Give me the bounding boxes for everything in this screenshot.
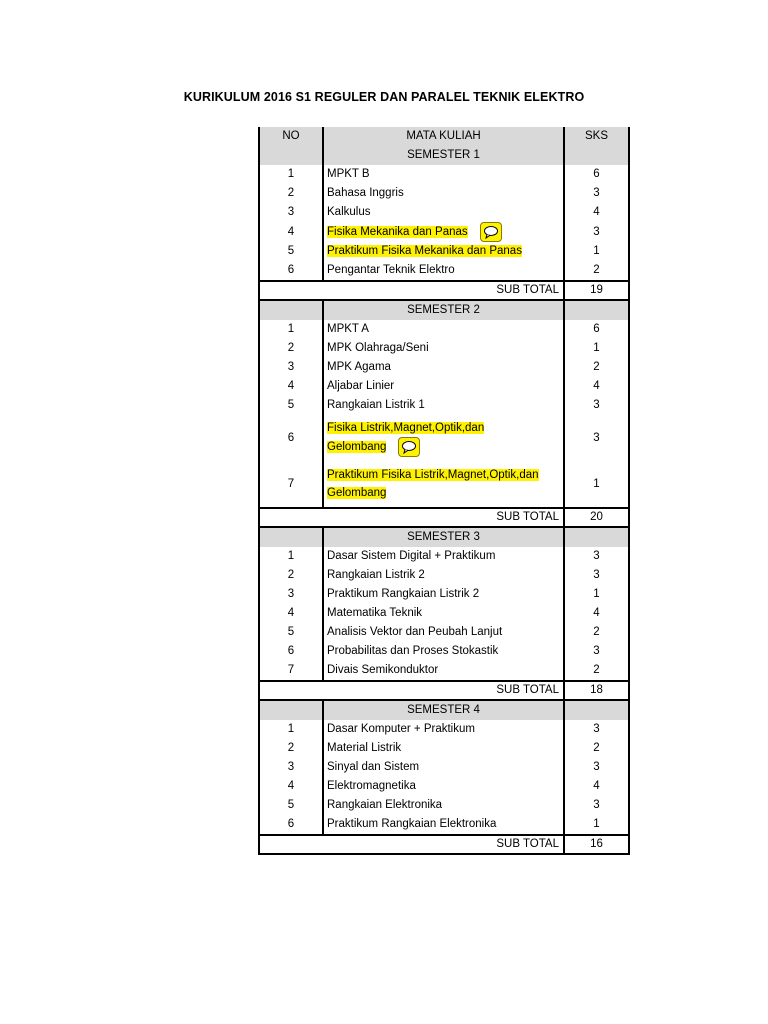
course-name: MPK Olahraga/Seni [323,339,564,358]
course-name: Probabilitas dan Proses Stokastik [323,642,564,661]
course-sks: 4 [564,777,629,796]
comment-icon[interactable] [480,222,502,242]
course-row [259,566,629,585]
course-name [323,415,564,461]
course-name: Divais Semikonduktor [323,661,564,681]
subtotal-value: 18 [564,681,629,700]
course-no: 3 [259,358,323,377]
course-sks: 1 [564,339,629,358]
course-sks: 1 [564,585,629,604]
course-row [259,415,629,461]
course-sks: 1 [564,242,629,261]
header-sks: SKS [564,127,629,146]
highlighted-course-name-line2: Gelombang [327,441,387,454]
semester-header [259,146,629,165]
course-name: Matematika Teknik [323,604,564,623]
header-no: NO [259,127,323,146]
semester-header [259,527,629,547]
semester-2-section [259,300,629,527]
course-name: Bahasa Inggris [323,184,564,203]
course-sks: 4 [564,377,629,396]
course-name: Praktikum Rangkaian Elektronika [323,815,564,835]
course-no: 1 [259,320,323,339]
header-mata-kuliah: MATA KULIAH [323,127,564,146]
course-no: 6 [259,642,323,661]
course-no: 5 [259,396,323,415]
course-sks: 3 [564,222,629,242]
subtotal-value: 16 [564,835,629,854]
course-sks: 3 [564,720,629,739]
course-name: Praktikum Rangkaian Listrik 2 [323,585,564,604]
course-no: 2 [259,184,323,203]
course-name: Sinyal dan Sistem [323,758,564,777]
course-sks: 3 [564,758,629,777]
course-name: Dasar Komputer + Praktikum [323,720,564,739]
course-sks: 1 [564,815,629,835]
course-sks: 1 [564,461,629,508]
subtotal-row [259,681,629,700]
course-name: MPK Agama [323,358,564,377]
course-no: 7 [259,461,323,508]
subtotal-label: SUB TOTAL [259,508,564,527]
course-no: 3 [259,758,323,777]
course-row [259,396,629,415]
course-row [259,222,629,242]
course-no: 4 [259,222,323,242]
document-title: KURIKULUM 2016 S1 REGULER DAN PARALEL TEKNIK ELEKTRO [183,90,585,104]
course-row [259,339,629,358]
course-name: Analisis Vektor dan Peubah Lanjut [323,623,564,642]
course-sks: 4 [564,604,629,623]
course-row [259,203,629,222]
course-no: 2 [259,739,323,758]
course-sks: 2 [564,261,629,281]
course-row [259,661,629,681]
subtotal-row [259,835,629,854]
highlighted-course-name-line1: Praktikum Fisika Listrik,Magnet,Optik,dan [327,469,539,482]
course-sks: 3 [564,547,629,566]
course-no: 6 [259,415,323,461]
course-row [259,358,629,377]
course-row [259,796,629,815]
semester-label: SEMESTER 2 [323,300,564,320]
course-name: Rangkaian Elektronika [323,796,564,815]
course-row [259,758,629,777]
subtotal-row [259,281,629,300]
table-header-row [259,127,629,146]
highlighted-course-name: Fisika Mekanika dan Panas [327,226,468,239]
subtotal-value: 20 [564,508,629,527]
course-sks: 3 [564,642,629,661]
course-sks: 6 [564,165,629,184]
course-row [259,242,629,261]
course-no: 5 [259,242,323,261]
course-name: Pengantar Teknik Elektro [323,261,564,281]
course-name: Rangkaian Listrik 2 [323,566,564,585]
course-row [259,165,629,184]
course-sks: 3 [564,566,629,585]
course-no: 5 [259,623,323,642]
course-name [323,461,564,508]
course-row [259,623,629,642]
course-row [259,585,629,604]
semester-label: SEMESTER 4 [323,700,564,720]
course-sks: 2 [564,739,629,758]
course-no: 6 [259,815,323,835]
semester-1-section [259,146,629,300]
course-sks: 2 [564,358,629,377]
highlighted-course-name: Praktikum Fisika Mekanika dan Panas [327,245,522,258]
course-name: Aljabar Linier [323,377,564,396]
course-no: 4 [259,777,323,796]
course-sks: 4 [564,203,629,222]
course-row [259,320,629,339]
subtotal-row [259,508,629,527]
course-no: 3 [259,203,323,222]
course-no: 7 [259,661,323,681]
course-name: Elektromagnetika [323,777,564,796]
course-row [259,604,629,623]
course-row [259,815,629,835]
course-name: MPKT B [323,165,564,184]
semester-label: SEMESTER 1 [323,146,564,165]
course-name: MPKT A [323,320,564,339]
course-name [323,222,564,242]
course-no: 5 [259,796,323,815]
semester-3-section [259,527,629,700]
subtotal-label: SUB TOTAL [259,835,564,854]
course-no: 1 [259,720,323,739]
course-row [259,642,629,661]
course-row [259,377,629,396]
comment-icon[interactable] [398,437,420,457]
semester-label: SEMESTER 3 [323,527,564,547]
course-row [259,547,629,566]
course-no: 6 [259,261,323,281]
course-sks: 2 [564,623,629,642]
course-name: Dasar Sistem Digital + Praktikum [323,547,564,566]
course-no: 2 [259,339,323,358]
course-row [259,777,629,796]
course-sks: 2 [564,661,629,681]
course-sks: 3 [564,184,629,203]
course-no: 4 [259,604,323,623]
course-sks: 6 [564,320,629,339]
course-row [259,739,629,758]
curriculum-table [258,127,630,855]
course-sks: 3 [564,796,629,815]
semester-4-section [259,700,629,854]
course-row [259,261,629,281]
course-sks: 3 [564,396,629,415]
course-sks: 3 [564,415,629,461]
course-no: 1 [259,165,323,184]
course-name: Kalkulus [323,203,564,222]
semester-header [259,300,629,320]
course-no: 3 [259,585,323,604]
course-row [259,461,629,508]
course-name: Rangkaian Listrik 1 [323,396,564,415]
highlighted-course-name-line2: Gelombang [327,487,387,500]
highlighted-course-name-line1: Fisika Listrik,Magnet,Optik,dan [327,422,485,435]
semester-header [259,700,629,720]
subtotal-label: SUB TOTAL [259,281,564,300]
course-no: 2 [259,566,323,585]
course-name: Material Listrik [323,739,564,758]
course-name [323,242,564,261]
course-no: 4 [259,377,323,396]
subtotal-value: 19 [564,281,629,300]
course-no: 1 [259,547,323,566]
course-row [259,720,629,739]
subtotal-label: SUB TOTAL [259,681,564,700]
course-row [259,184,629,203]
